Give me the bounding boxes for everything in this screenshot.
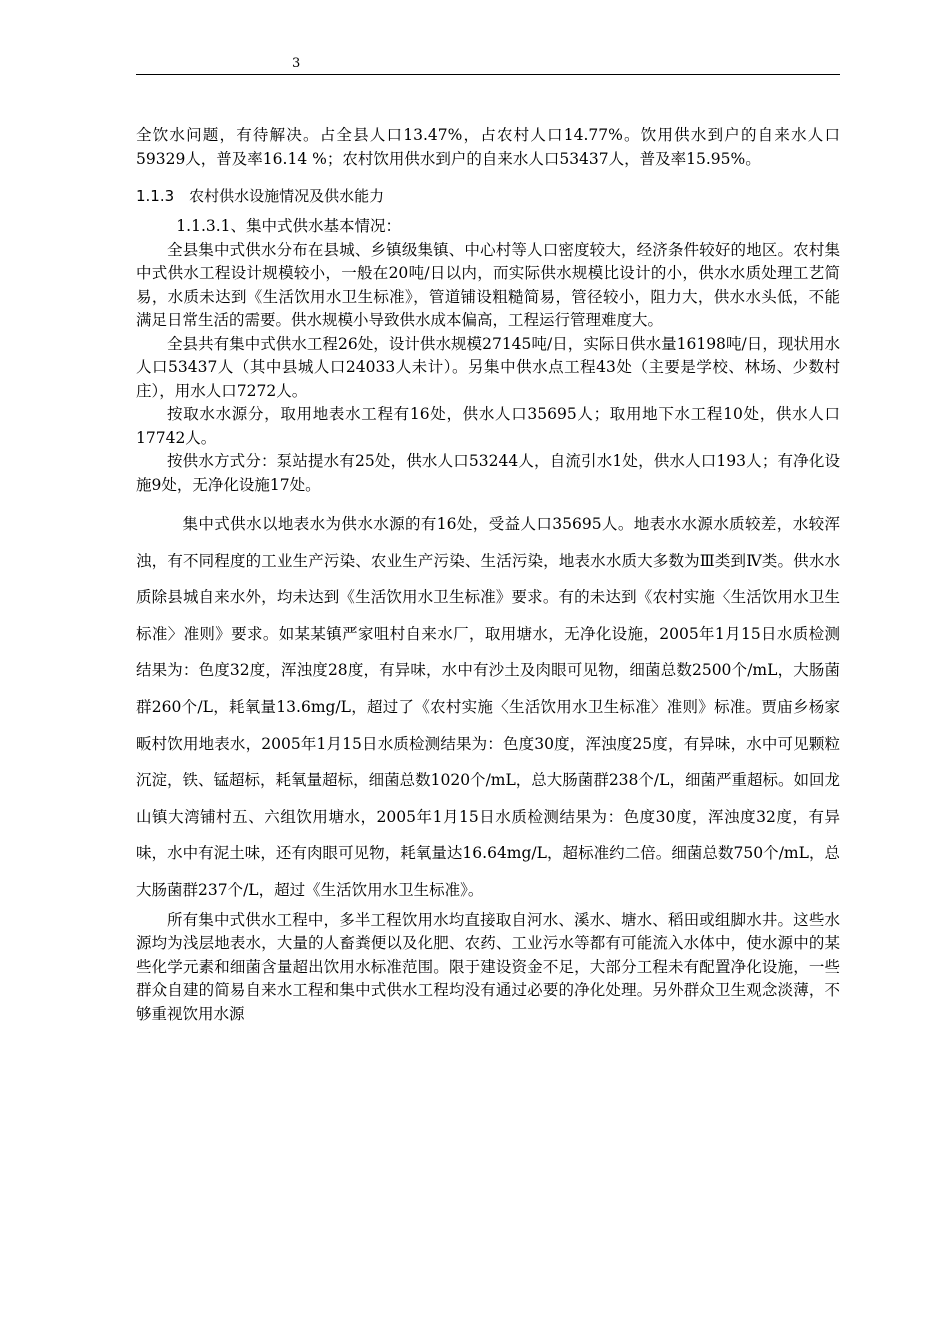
paragraph-source-contamination: 所有集中式供水工程中，多半工程饮用水均直接取自河水、溪水、塘水、稻田或组脚水井。这些水源均为浅层地表水，大量的人畜粪便以及化肥、农药、工业污水等都有可能流入水体中，使水源中的某些化学元素和细菌含量超出饮用水标准范围。限于建设资金不足，大部分工程未有配置净化设施，一些群众自建的简易自来水工程和集中式供水工程均没有通过必要的净化处理。另外群众卫生观念淡薄，不够重视饮用水源 <box>136 910 840 1023</box>
paragraph-project-count: 全县共有集中式供水工程26处，设计供水规模27145吨/日，实际日供水量16198吨/日，现状用水人口53437人（其中县城人口24033人未计）。另集中供水点工程43处（主要是学校、林场、少数村庄），用水人口7272人。 <box>136 334 840 400</box>
paragraph-by-supply-method: 按供水方式分：泵站提水有25处，供水人口53244人，自流引水1处，供水人口193人；有净化设施9处，无净化设施17处。 <box>136 452 840 494</box>
page-number: 3 <box>292 56 301 71</box>
header-divider <box>136 74 840 75</box>
paragraph-by-water-source: 按取水水源分，取用地表水工程有16处，供水人口35695人；取用地下水工程10处，供水人口17742人。 <box>136 405 840 447</box>
section-heading: 1.1.3 农村供水设施情况及供水能力 <box>136 187 385 205</box>
paragraph-water-quality-tests: 集中式供水以地表水为供水水源的有16处，受益人口35695人。地表水水源水质较差，水较浑浊，有不同程度的工业生产污染、农业生产污染、生活污染，地表水水质大多数为Ⅲ类到Ⅳ类。供水水质除县城自来水外，均未达到《生活饮用水卫生标准》要求。有的未达到《农村实施〈生活饮用水卫生标准〉准则》要求。如某某镇严家咀村自来水厂，取用塘水，无净化设施，2005年1月15日水质检测结果为：色度32度，浑浊度28度，有异味，水中有沙土及肉眼可见物，细菌总数2500个/mL，大肠菌群260个/L，耗氧量13.6mg/L，超过了《农村实施〈生活饮用水卫生标准〉准则》标准。贾庙乡杨家畈村饮用地表水，2005年1月15日水质检测结果为：色度30度，浑浊度25度，有异味，水中可见颗粒沉淀，铁、锰超标，耗氧量超标，细菌总数1020个/mL，总大肠菌群238个/L，细菌严重超标。如回龙山镇大湾铺村五、六组饮用塘水，2005年1月15日水质检测结果为：色度30度，浑浊度32度，有异味，水中有泥土味，还有肉眼可见物，耗氧量达16.64mg/L，超标准约二倍。细菌总数750个/mL，总大肠菌群237个/L，超过《生活饮用水卫生标准》。 <box>136 515 840 899</box>
paragraph-coverage-summary: 全饮水问题，有待解决。占全县人口13.47%，占农村人口14.77%。饮用供水到户的自来水人口59329人，普及率16.14 %；农村饮用供水到户的自来水人口53437人，普及率15.95%。 <box>136 126 840 168</box>
document-body <box>136 124 840 1026</box>
paragraph-central-supply-overview: 全县集中式供水分布在县城、乡镇级集镇、中心村等人口密度较大，经济条件较好的地区。农村集中式供水工程设计规模较小，一般在20吨/日以内，而实际供水规模比设计的小，供水水质处理工艺简易，水质未达到《生活饮用水卫生标准》，管道铺设粗糙简易，管径较小，阻力大，供水水头低，不能满足日常生活的需要。供水规模小导致供水成本偏高，工程运行管理难度大。 <box>136 240 840 329</box>
subsection-heading: 1.1.3.1、集中式供水基本情况： <box>176 217 402 235</box>
